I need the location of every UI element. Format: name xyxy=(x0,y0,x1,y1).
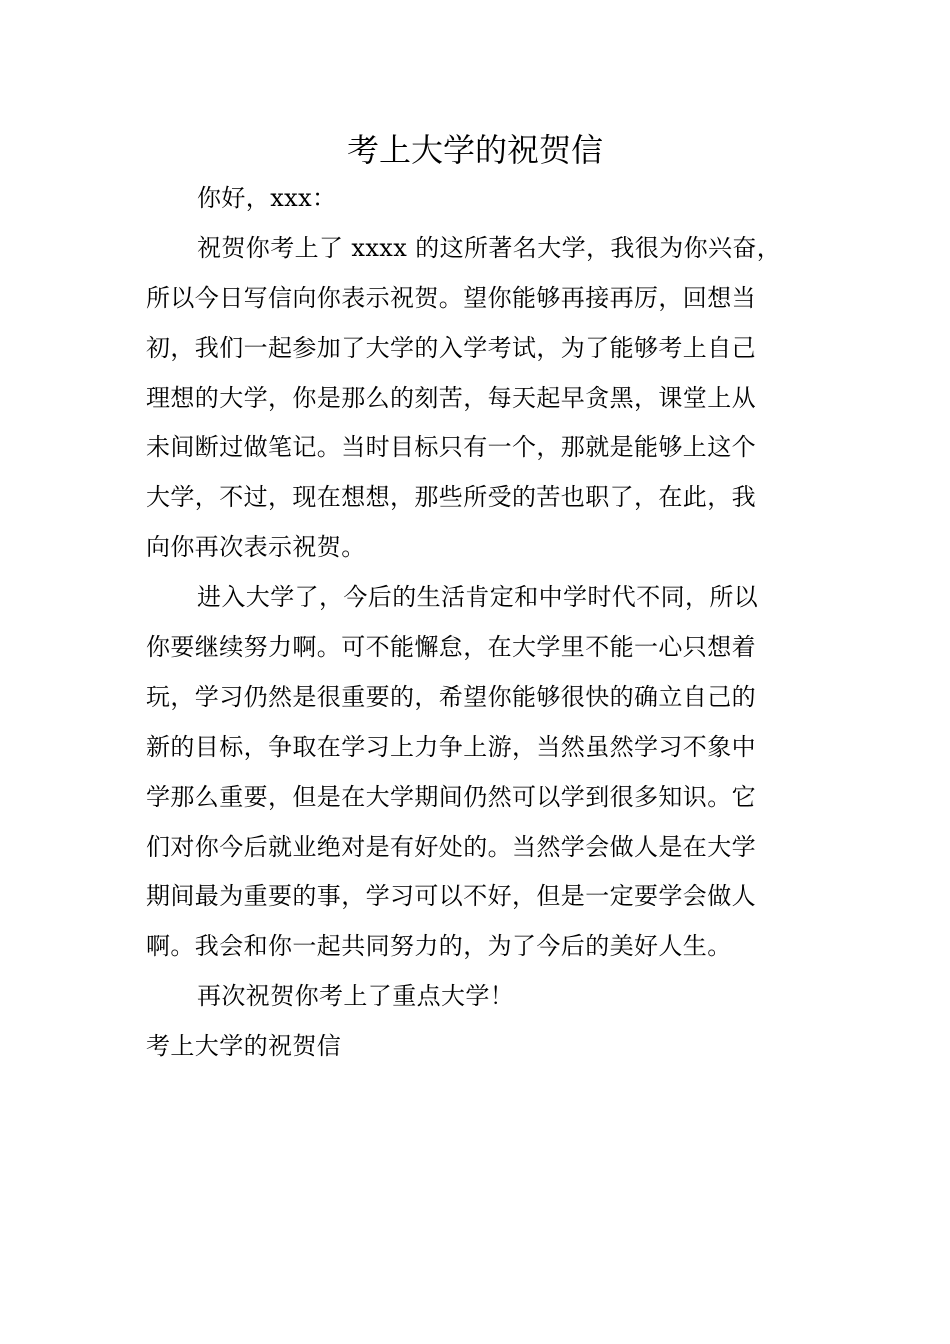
paragraph-line: 初，我们一起参加了大学的入学考试，为了能够考上自己 xyxy=(146,333,756,362)
paragraph-line: 啊。我会和你一起共同努力的，为了今后的美好人生。 xyxy=(146,932,732,961)
page-title: 考上大学的祝贺信 xyxy=(346,131,603,169)
paragraph-line: 大学，不过，现在想想，那些所受的苦也职了，在此，我 xyxy=(146,483,756,512)
paragraph-line: 所以今日写信向你表示祝贺。望你能够再接再厉，回想当 xyxy=(146,283,756,312)
paragraph-line: 你要继续努力啊。可不能懈怠，在大学里不能一心只想着 xyxy=(146,633,756,662)
paragraph-line: 未间断过做笔记。当时目标只有一个，那就是能够上这个 xyxy=(146,433,756,462)
paragraph-congratulations xyxy=(146,224,808,573)
paragraph-line: 新的目标，争取在学习上力争上游，当然虽然学习不象中 xyxy=(146,732,756,761)
paragraph-line: 向你再次表示祝贺。 xyxy=(146,533,366,562)
paragraph-line: 进入大学了，今后的生活肯定和中学时代不同，所以 xyxy=(197,583,759,612)
paragraph-line: 祝贺你考上了 xxxx 的这所著名大学，我很为你兴奋， xyxy=(197,233,782,262)
closing-line: 再次祝贺你考上了重点大学！ xyxy=(197,982,515,1011)
letter-body xyxy=(146,174,808,1072)
paragraph-line: 期间最为重要的事，学习可以不好，但是一定要学会做人 xyxy=(146,882,756,911)
greeting: 你好，xxx： xyxy=(197,184,337,212)
paragraph-line: 学那么重要，但是在大学期间仍然可以学到很多知识。它 xyxy=(146,782,756,811)
paragraph-line: 玩，学习仍然是很重要的，希望你能够很快的确立自己的 xyxy=(146,682,756,711)
footer-title: 考上大学的祝贺信 xyxy=(146,1032,342,1061)
paragraph-advice xyxy=(146,573,808,972)
paragraph-line: 理想的大学，你是那么的刻苦，每天起早贪黑，课堂上从 xyxy=(146,383,756,412)
paragraph-line: 们对你今后就业绝对是有好处的。当然学会做人是在大学 xyxy=(146,832,756,861)
